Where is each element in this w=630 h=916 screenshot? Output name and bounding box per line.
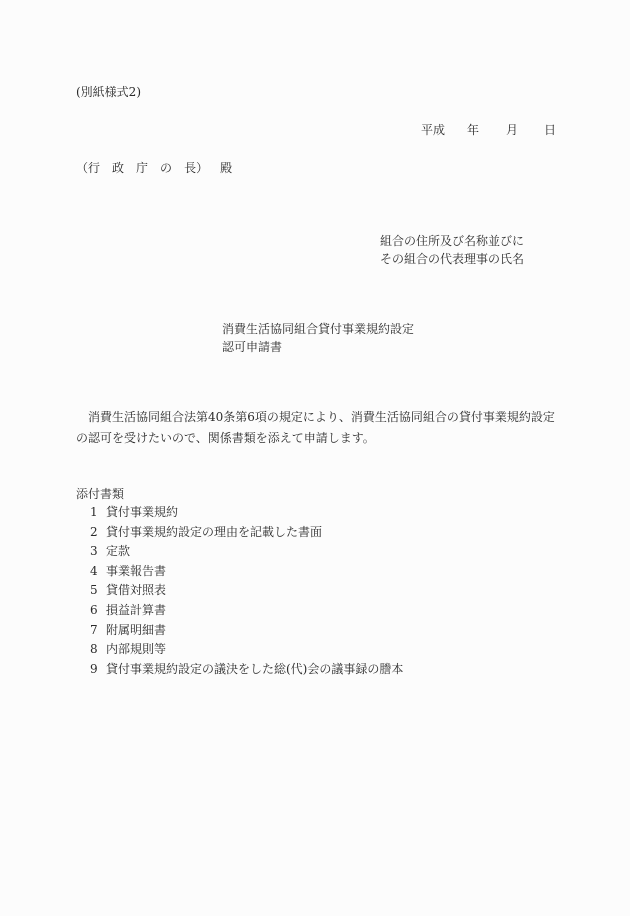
item-text: 内部規則等 bbox=[106, 642, 167, 657]
addressee-part: 庁 bbox=[136, 161, 149, 175]
document-title bbox=[222, 320, 414, 356]
addressee-part: （行 bbox=[76, 161, 101, 175]
list-item bbox=[90, 621, 403, 641]
applicant-line-1: 組合の住所及び名称並びに bbox=[380, 234, 525, 248]
item-text: 貸付事業規約 bbox=[106, 505, 179, 519]
item-number: 3 bbox=[90, 544, 98, 559]
item-number: 2 bbox=[90, 524, 98, 539]
addressee-part: 政 bbox=[112, 161, 125, 175]
date-year-unit: 年 bbox=[467, 123, 480, 137]
list-item bbox=[90, 640, 403, 660]
list-item bbox=[90, 562, 403, 582]
list-item bbox=[90, 601, 403, 621]
item-number: 6 bbox=[90, 602, 98, 617]
list-item bbox=[90, 542, 403, 562]
title-line-2: 認可申請書 bbox=[222, 340, 283, 354]
item-number: 4 bbox=[90, 563, 98, 578]
body-paragraph: 消費生活協同組合法第40条第6項の規定により、消費生活協同組合の貸付事業規約設定の認可を受けたいので、関係書類を添えて申請します。 bbox=[76, 410, 555, 445]
date-era: 平成 bbox=[421, 123, 446, 137]
item-number: 1 bbox=[90, 505, 98, 519]
attachments-list bbox=[90, 503, 403, 679]
date-day-unit: 日 bbox=[544, 123, 557, 137]
date-line bbox=[421, 121, 556, 139]
date-month-unit: 月 bbox=[506, 123, 519, 137]
item-text: 貸付事業規約設定の理由を記載した書面 bbox=[106, 524, 323, 539]
list-item bbox=[90, 503, 403, 523]
addressee-part: の bbox=[160, 161, 173, 175]
list-item bbox=[90, 523, 403, 543]
item-text: 附属明細書 bbox=[106, 622, 167, 637]
item-text: 定款 bbox=[106, 544, 131, 559]
title-line-1: 消費生活協同組合貸付事業規約設定 bbox=[222, 322, 415, 336]
item-number: 5 bbox=[90, 583, 98, 598]
list-item bbox=[90, 660, 403, 680]
list-item bbox=[90, 581, 403, 601]
applicant-block bbox=[380, 232, 524, 268]
applicant-line-2: その組合の代表理事の氏名 bbox=[380, 252, 525, 266]
form-label: (別紙様式2) bbox=[76, 85, 141, 99]
attachments-heading: 添付書類 bbox=[76, 487, 125, 501]
item-text: 貸借対照表 bbox=[106, 583, 167, 598]
item-text: 事業報告書 bbox=[106, 563, 167, 578]
addressee bbox=[76, 159, 232, 177]
addressee-part: 長） bbox=[184, 161, 209, 175]
item-number: 7 bbox=[90, 622, 98, 637]
item-number: 8 bbox=[90, 642, 98, 657]
item-text: 損益計算書 bbox=[106, 602, 167, 617]
addressee-honorific: 殿 bbox=[220, 161, 233, 175]
item-number: 9 bbox=[90, 661, 98, 676]
item-text: 貸付事業規約設定の議決をした総(代)会の議事録の謄本 bbox=[106, 661, 404, 676]
